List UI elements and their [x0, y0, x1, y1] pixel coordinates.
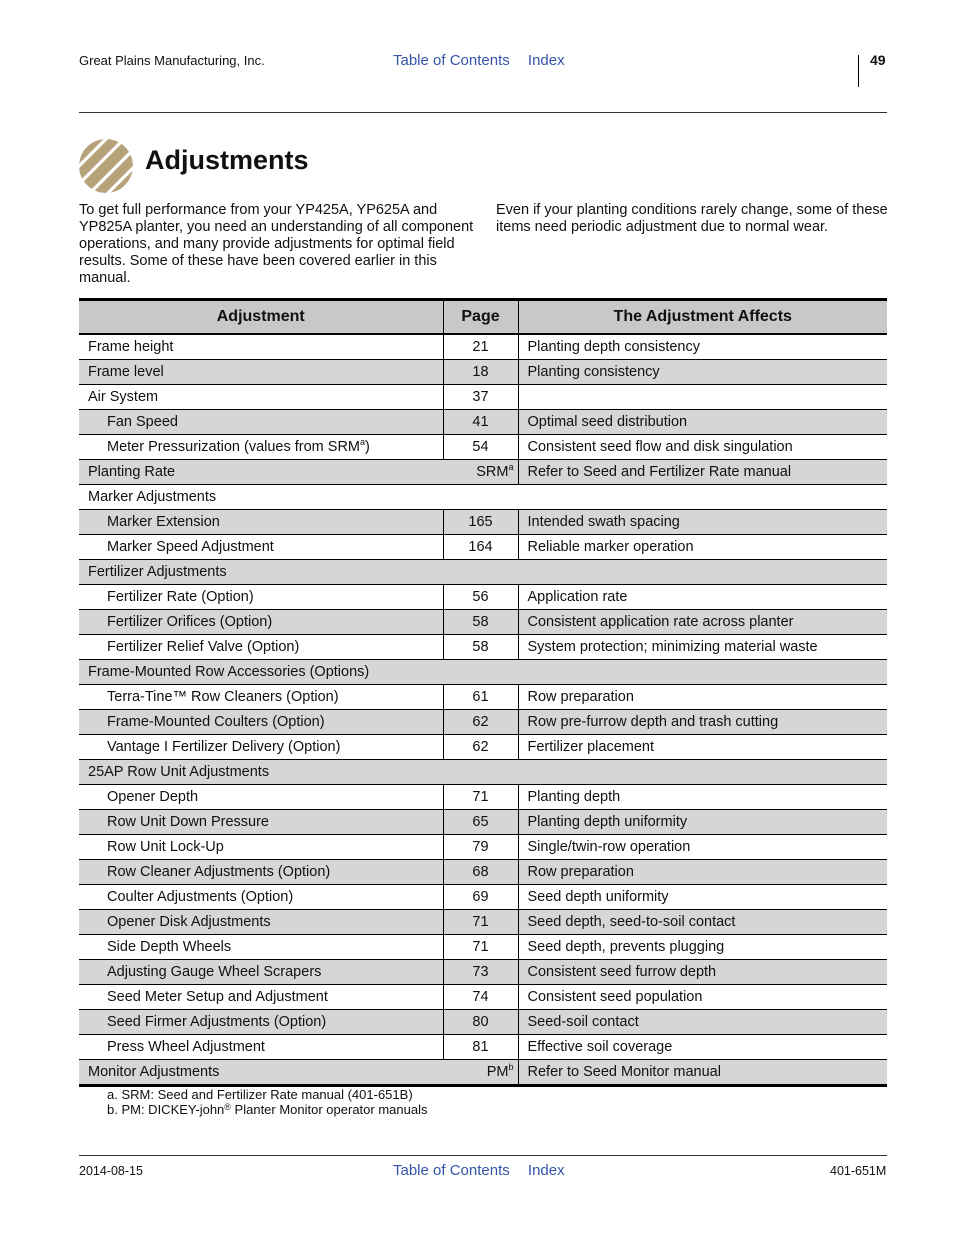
- affects-cell: Planting depth consistency: [518, 334, 887, 360]
- affects-cell: Application rate: [518, 585, 887, 610]
- adjustment-cell: Frame level: [79, 360, 443, 385]
- header-adjustment: Adjustment: [79, 300, 443, 335]
- table-row: [79, 685, 887, 710]
- table-row: [79, 785, 887, 810]
- table-row: [79, 710, 887, 735]
- adjustment-cell: Row Unit Down Pressure: [79, 810, 443, 835]
- table-row: [79, 585, 887, 610]
- adjustment-cell: Monitor Adjustments: [79, 1060, 443, 1086]
- section-heading-cell: 25AP Row Unit Adjustments: [79, 760, 887, 785]
- page-number: 49: [870, 52, 886, 68]
- bottom-rule: [79, 1155, 887, 1156]
- affects-cell: Consistent application rate across planter: [518, 610, 887, 635]
- adjustment-cell: Fan Speed: [79, 410, 443, 435]
- adjustment-cell: Marker Extension: [79, 510, 443, 535]
- affects-cell: Planting depth uniformity: [518, 810, 887, 835]
- table-row: [79, 1035, 887, 1060]
- adjustment-cell: Seed Meter Setup and Adjustment: [79, 985, 443, 1010]
- page-cell: 74: [443, 985, 518, 1010]
- page-title: Adjustments: [145, 145, 309, 175]
- affects-cell: Fertilizer placement: [518, 735, 887, 760]
- table-row: [79, 410, 887, 435]
- toc-link[interactable]: Table of Contents: [393, 52, 510, 69]
- index-link[interactable]: Index: [527, 1162, 565, 1179]
- table-row: [79, 535, 887, 560]
- page-cell: $PM^b$: [443, 1060, 518, 1086]
- affects-cell: Row preparation: [518, 685, 887, 710]
- table-row: [79, 560, 887, 585]
- company-name: Great Plains Manufacturing, Inc.: [79, 53, 265, 68]
- adjustment-cell: Seed Firmer Adjustments (Option): [79, 1010, 443, 1035]
- section-heading-cell: Frame-Mounted Row Accessories (Options): [79, 660, 887, 685]
- section-heading-cell: Marker Adjustments: [79, 485, 887, 510]
- table-row: [79, 760, 887, 785]
- affects-cell: Seed depth, prevents plugging: [518, 935, 887, 960]
- affects-cell: Effective soil coverage: [518, 1035, 887, 1060]
- header-affects: The Adjustment Affects: [518, 300, 887, 335]
- table-row: [79, 735, 887, 760]
- page-cell: 71: [443, 935, 518, 960]
- table-row: [79, 460, 887, 485]
- affects-cell: Reliable marker operation: [518, 535, 887, 560]
- footnote-b: b. PM: DICKEY-john® Planter Monitor operator manuals: [107, 1102, 428, 1117]
- affects-cell: Refer to Seed and Fertilizer Rate manual: [518, 460, 887, 485]
- affects-cell: Seed depth, seed-to-soil contact: [518, 910, 887, 935]
- page-cell: 65: [443, 810, 518, 835]
- table-row: [79, 935, 887, 960]
- table-row: [79, 660, 887, 685]
- page-cell: 56: [443, 585, 518, 610]
- affects-cell: Seed depth uniformity: [518, 885, 887, 910]
- page-cell: 58: [443, 610, 518, 635]
- footnotes: [107, 1087, 427, 1117]
- adjustment-cell: Marker Speed Adjustment: [79, 535, 443, 560]
- table-row: [79, 860, 887, 885]
- adjustment-cell: Air System: [79, 385, 443, 410]
- footer-date: 2014-08-15: [79, 1164, 143, 1178]
- table-header-row: [79, 300, 887, 335]
- section-heading-cell: Fertilizer Adjustments: [79, 560, 887, 585]
- header-page: Page: [443, 300, 518, 335]
- affects-cell: Planting consistency: [518, 360, 887, 385]
- page-cell: 62: [443, 710, 518, 735]
- adjustment-cell: Fertilizer Relief Valve (Option): [79, 635, 443, 660]
- affects-cell: Row preparation: [518, 860, 887, 885]
- affects-cell: Row pre-furrow depth and trash cutting: [518, 710, 887, 735]
- adjustment-cell: Row Cleaner Adjustments (Option): [79, 860, 443, 885]
- adjustment-cell: Press Wheel Adjustment: [79, 1035, 443, 1060]
- affects-cell: Refer to Seed Monitor manual: [518, 1060, 887, 1086]
- adjustment-cell: Opener Disk Adjustments: [79, 910, 443, 935]
- table-row: [79, 985, 887, 1010]
- table-row: [79, 910, 887, 935]
- adjustment-cell: Adjusting Gauge Wheel Scrapers: [79, 960, 443, 985]
- adjustment-cell: Vantage I Fertilizer Delivery (Option): [79, 735, 443, 760]
- table-row: [79, 485, 887, 510]
- adjustment-cell: Terra-Tine™ Row Cleaners (Option): [79, 685, 443, 710]
- header-divider: [858, 55, 859, 87]
- table-row: [79, 385, 887, 410]
- table-row: [79, 1060, 887, 1086]
- table-body: [79, 334, 887, 1086]
- footnote-a: a. SRM: Seed and Fertilizer Rate manual (401-651B): [107, 1087, 413, 1102]
- page-cell: 71: [443, 910, 518, 935]
- page-cell: 71: [443, 785, 518, 810]
- adjustment-cell: Opener Depth: [79, 785, 443, 810]
- affects-cell: Consistent seed furrow depth: [518, 960, 887, 985]
- page-cell: 58: [443, 635, 518, 660]
- affects-cell: Single/twin-row operation: [518, 835, 887, 860]
- table-row: [79, 360, 887, 385]
- affects-cell: Optimal seed distribution: [518, 410, 887, 435]
- page-cell: 54: [443, 435, 518, 460]
- affects-cell: [518, 385, 887, 410]
- page-cell: 37: [443, 385, 518, 410]
- table-row: [79, 510, 887, 535]
- table-row: [79, 334, 887, 360]
- footer-nav: [393, 1162, 579, 1179]
- toc-link[interactable]: Table of Contents: [393, 1162, 510, 1179]
- intro-paragraph-right: Even if your planting conditions rarely change, some of these items need periodic adjustment due to normal wear.: [496, 202, 888, 235]
- affects-cell: Consistent seed population: [518, 985, 887, 1010]
- table-row: [79, 1010, 887, 1035]
- adjustment-cell: Frame-Mounted Coulters (Option): [79, 710, 443, 735]
- page-cell: 21: [443, 334, 518, 360]
- page-cell: 80: [443, 1010, 518, 1035]
- affects-cell: System protection; minimizing material waste: [518, 635, 887, 660]
- table-row: [79, 960, 887, 985]
- adjustment-cell: Meter Pressurization (values from SRM$^a$): [79, 435, 443, 460]
- affects-cell: Planting depth: [518, 785, 887, 810]
- index-link[interactable]: Index: [527, 52, 565, 69]
- header-nav: [393, 52, 579, 69]
- page-cell: 73: [443, 960, 518, 985]
- table-row: [79, 810, 887, 835]
- adjustments-table: [79, 298, 887, 1087]
- table-row: [79, 635, 887, 660]
- adjustment-cell: Frame height: [79, 334, 443, 360]
- page-cell: 165: [443, 510, 518, 535]
- adjustment-cell: Planting Rate: [79, 460, 443, 485]
- page-cell: SRM$^a$: [443, 460, 518, 485]
- page-cell: 164: [443, 535, 518, 560]
- page-cell: 61: [443, 685, 518, 710]
- adjustment-cell: Side Depth Wheels: [79, 935, 443, 960]
- page-cell: 41: [443, 410, 518, 435]
- page-cell: 69: [443, 885, 518, 910]
- page-cell: 81: [443, 1035, 518, 1060]
- brand-logo-icon: [78, 137, 134, 195]
- table-row: [79, 610, 887, 635]
- page-cell: 18: [443, 360, 518, 385]
- adjustment-cell: Coulter Adjustments (Option): [79, 885, 443, 910]
- table-row: [79, 835, 887, 860]
- adjustment-cell: Fertilizer Orifices (Option): [79, 610, 443, 635]
- page-cell: 62: [443, 735, 518, 760]
- top-rule: [79, 112, 887, 113]
- page-cell: 79: [443, 835, 518, 860]
- table-row: [79, 435, 887, 460]
- doc-number: 401-651M: [830, 1164, 887, 1178]
- affects-cell: Seed-soil contact: [518, 1010, 887, 1035]
- affects-cell: Consistent seed flow and disk singulation: [518, 435, 887, 460]
- adjustment-cell: Fertilizer Rate (Option): [79, 585, 443, 610]
- affects-cell: Intended swath spacing: [518, 510, 887, 535]
- page-cell: 68: [443, 860, 518, 885]
- adjustment-cell: Row Unit Lock-Up: [79, 835, 443, 860]
- intro-paragraph-left: To get full performance from your YP425A, YP625A and YP825A planter, you need an understanding of all component operations, and many provide adjustments for optimal field results. Some of these have been covered earlier in this manual.: [79, 202, 474, 286]
- table-row: [79, 885, 887, 910]
